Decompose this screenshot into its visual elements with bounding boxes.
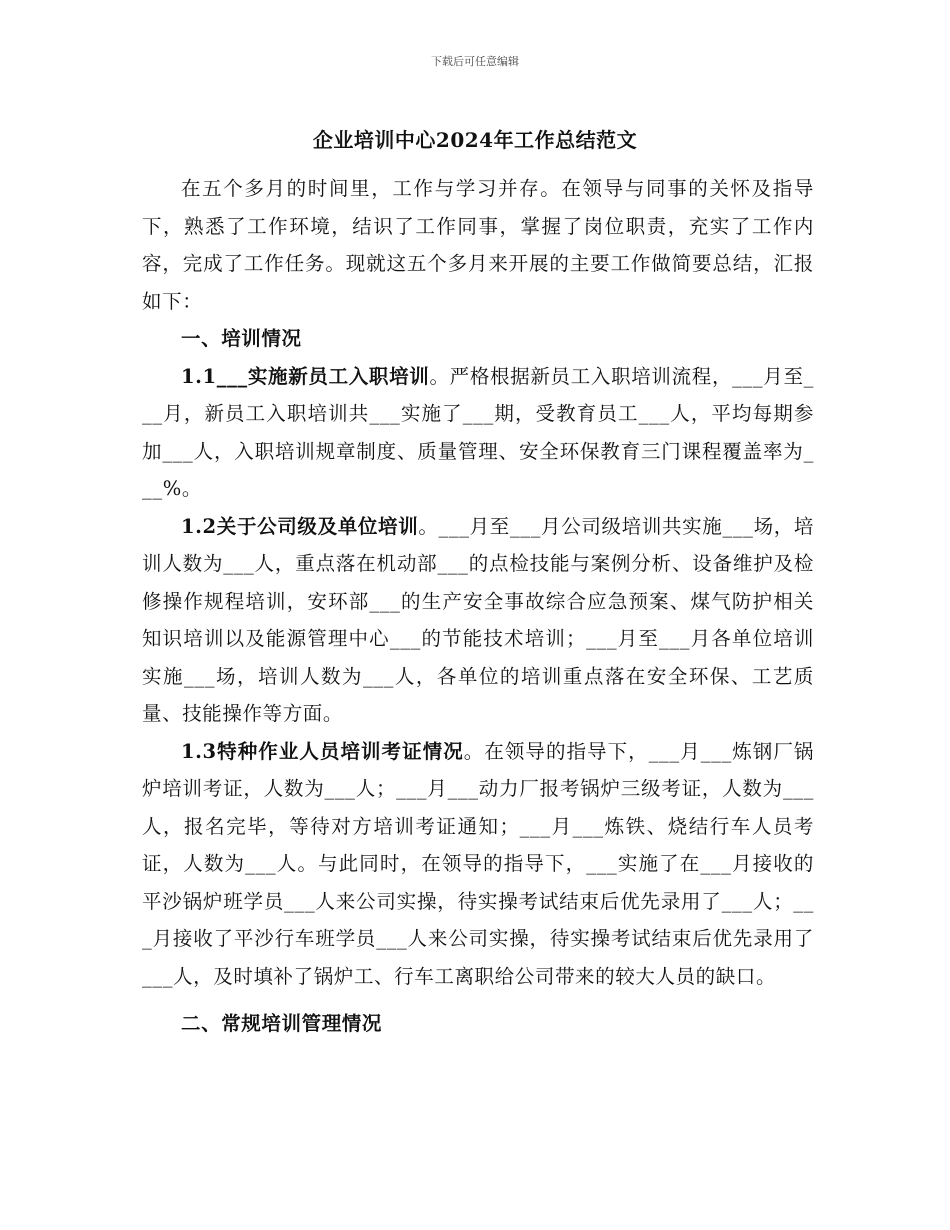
document-body [142, 170, 814, 1043]
paragraph-special-operations [142, 733, 814, 996]
paragraph-text: 。___月至___月公司级培训共实施___场，培训人数为___人，重点落在机动部___的点检技能与案例分析、设备维护及检修操作规程培训，安环部___的生产安全事故综合应急预案、煤气防护相关知识培训以及能源管理中心___的节能技术培训；___月至___月各单位培训实施___场，培训人数为___人，各单位的培训重点落在安全环保、工艺质量、技能操作等方面。 [142, 514, 814, 725]
paragraph-text: 。严格根据新员工入职培训流程，___月至___月，新员工入职培训共___实施了___期，受教育员工___人，平均每期参加___人，入职培训规章制度、质量管理、安全环保教育三门课程覆盖率为___%。 [142, 364, 814, 500]
paragraph-lead: 1.2关于公司级及单位培训 [181, 514, 419, 538]
paragraph-company-training [142, 508, 814, 733]
paragraph-lead: 1.1___实施新员工入职培训 [181, 364, 430, 388]
paragraph-new-employee-training [142, 358, 814, 508]
document-title: 企业培训中心2024年工作总结范文 [312, 128, 638, 152]
paragraph-text: 。在领导的指导下，___月___炼钢厂锅炉培训考证，人数为___人；___月___动力厂报考锅炉三级考证，人数为___人，报名完毕，等待对方培训考证通知；___月___炼铁、烧结行车人员考证，人数为___人。与此同时，在领导的指导下，___实施了在___月接收的平沙锅炉班学员___人来公司实操，待实操考试结束后优先录用了___人；___月接收了平沙行车班学员___人来公司实操，待实操考试结束后优先录用了___人，及时填补了锅炉工、行车工离职给公司带来的较大人员的缺口。 [142, 739, 814, 988]
page-header-note: 下载后可任意编辑 [431, 55, 519, 68]
paragraph-lead: 1.3特种作业人员培训考证情况 [181, 739, 464, 763]
section-heading-training: 一、培训情况 [181, 327, 302, 350]
section-heading-routine-management: 二、常规培训管理情况 [181, 1012, 383, 1035]
intro-paragraph: 在五个多月的时间里，工作与学习并存。在领导与同事的关怀及指导下，熟悉了工作环境，结识了工作同事，掌握了岗位职责，充实了工作内容，完成了工作任务。现就这五个多月来开展的主要工作做简要总结，汇报如下： [142, 177, 814, 313]
